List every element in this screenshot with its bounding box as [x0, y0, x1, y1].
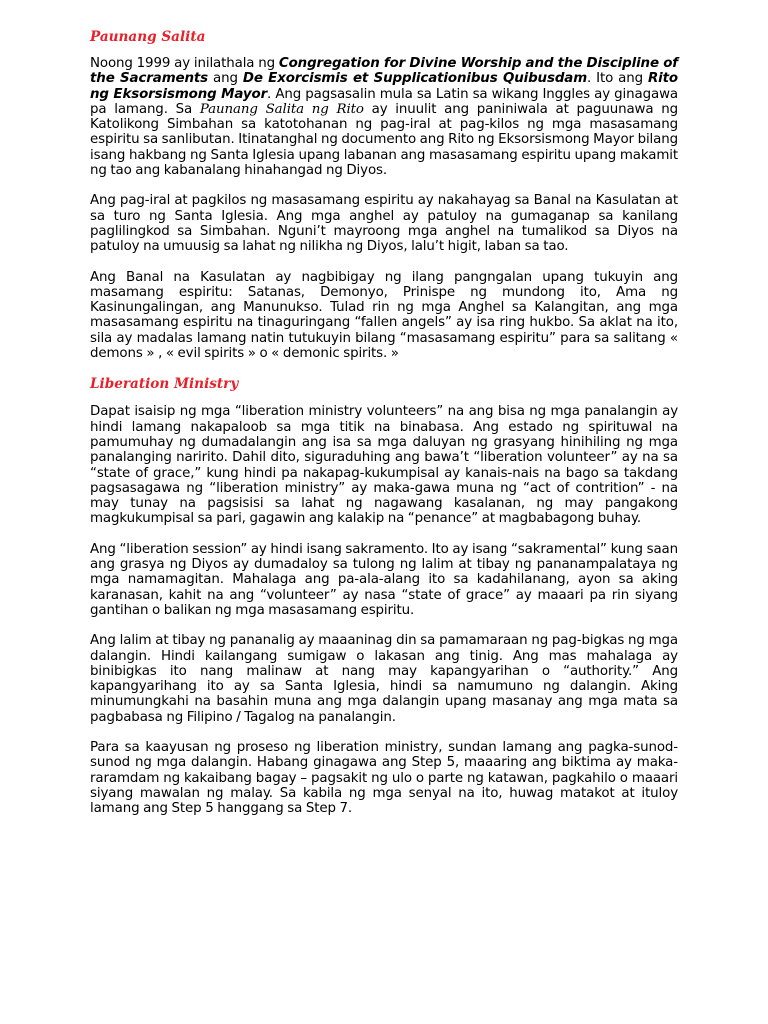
paragraph-intro [90, 56, 678, 178]
bold-italic-congregation: Congregation for Divine Worship and the Discipline of the Sacraments [90, 56, 678, 87]
paragraph-liberation-session: Ang “liberation session” ay hindi isang sakramento. Ito ay isang “sakramental” kung saan ang grasya ng Diyos ay dumadaloy sa tulong ng lalim at tibay ng pananampalataya ng mga namamagitan. Mahalaga ang pa-ala-alang ito sa kadahilanang, ayon sa aking karanasan, kahit na ang “volunteer” ay nasa “state of grace” ay maaari pa rin siyang gantihan o balikan ng mga masasamang espiritu. [90, 541, 678, 618]
paragraph-kaayusan: Para sa kaayusan ng proseso ng liberation ministry, sundan lamang ang pagka-sunod-sunod ng mga dalangin. Habang ginagawa ang Step 5, maaaring ang biktima ay maka-raramdam ng kakaibang bagay – pagsakit ng ulo o parte ng katawan, pagkahilo o maaari siyang mawalan ng malay. Sa kabila ng mga senyal na ito, huwag matakot at ituloy lamang ang Step 5 hanggang sa Step 7. [90, 739, 678, 817]
text-run: ang [208, 71, 243, 87]
bold-italic-rito: Rito ng Eksorsismong Mayor [90, 71, 679, 102]
paragraph-lalim-at-tibay: Ang lalim at tibay ng pananalig ay maaaninag din sa pamamaraan ng pag-bigkas ng mga dalangin. Hindi kailangang sumigaw o lakasan ang tinig. Ang mas mahalaga ay binibigkas ito nang malinaw at nang may kapangyarihan o “authority.” Ang kapangyarihang ito ay sa Santa Iglesia, hindi sa namumuno ng dalangin. Aking minumungkahi na basahin muna ang mga dalangin upang masanay ang mga mata sa pagbabasa ng Filipino / Tagalog na panalangin. [90, 633, 678, 725]
italic-paunang-salita: Paunang Salita ng Rito [199, 101, 364, 117]
text-run: . Ang pagsasalin mula sa Latin sa wikang Inggles ay ginagawa pa lamang. Sa [90, 86, 678, 117]
section-heading-liberation-ministry: Liberation Ministry [90, 376, 239, 393]
text-run: . Ito ang [587, 71, 648, 87]
section-heading-paunang-salita: Paunang Salita [90, 29, 206, 45]
paragraph-pag-iral: Ang pag-iral at pagkilos ng masasamang espiritu ay nakahayag sa Banal na Kasulatan at sa turo ng Santa Iglesia. Ang mga anghel ay patuloy na gumaganap sa kanilang paglilingkod sa Simbahan. Nguni’t mayroong mga anghel na tumalikod sa Diyos na patuloy na umuusig sa lahat ng nilikha ng Diyos, lalu’t higit, laban sa tao. [90, 193, 678, 255]
paragraph-volunteers: Dapat isaisip ng mga “liberation ministry volunteers” na ang bisa ng mga panalangin ay hindi lamang nakapaloob sa mga titik na binabasa. Ang estado ng spirituwal na pamumuhay ng dumadalangin ang isa sa mga daluyan ng grasyang hinihiling ng mga panalanging naririto. Dahil dito, siguraduhing ang bawa’t “liberation volunteer” ay na sa “state of grace,” kung hindi pa nakapag-kukumpisal ay kanais-nais na bago sa takdang pagsasagawa ng “liberation ministry” ay maka-gawa muna ng “act of contrition” - na may tunay na pagsisisi sa lahat ng nagawang kasalanan, ng may pangakong magkukumpisal sa pari, gagawin ang kalakip na “penance” at magbabagong buhay. [90, 404, 678, 527]
paragraph-banal-na-kasulatan: Ang Banal na Kasulatan ay nagbibigay ng ilang pangngalan upang tukuyin ang masamang espiritu: Satanas, Demonyo, Prinispe ng mundong ito, Ama ng Kasinungalingan, ang Manunukso. Tulad rin ng mga Anghel sa Kalangitan, ang mga masasamang espiritu na tinaguringang “fallen angels” ay isa ring hukbo. Sa aklat na ito, sila ay madalas lamang natin tutukuyin bilang “masasamang espiritu” para sa salitang « demons » , « evil spirits » o « demonic spirits. » [90, 269, 678, 362]
text-run: ay inuulit ang paniniwala at paguunawa ng Katolikong Simbahan sa katotohanan ng pag-iral at pag-kilos ng mga masasamang espiritu sa sanlibutan. Itinatanghal ng documento ang Rito ng Eksorsismong Mayor bilang isang hakbang ng Santa Iglesia upang labanan ang masasamang espiritu upang makamit ng tao ang kabanalang hinahangad ng Diyos. [90, 101, 678, 179]
text-run: Noong 1999 ay inilathala ng [90, 56, 279, 71]
bold-italic-latin-title: De Exorcismis et Supplicationibus Quibusdam [242, 71, 588, 87]
